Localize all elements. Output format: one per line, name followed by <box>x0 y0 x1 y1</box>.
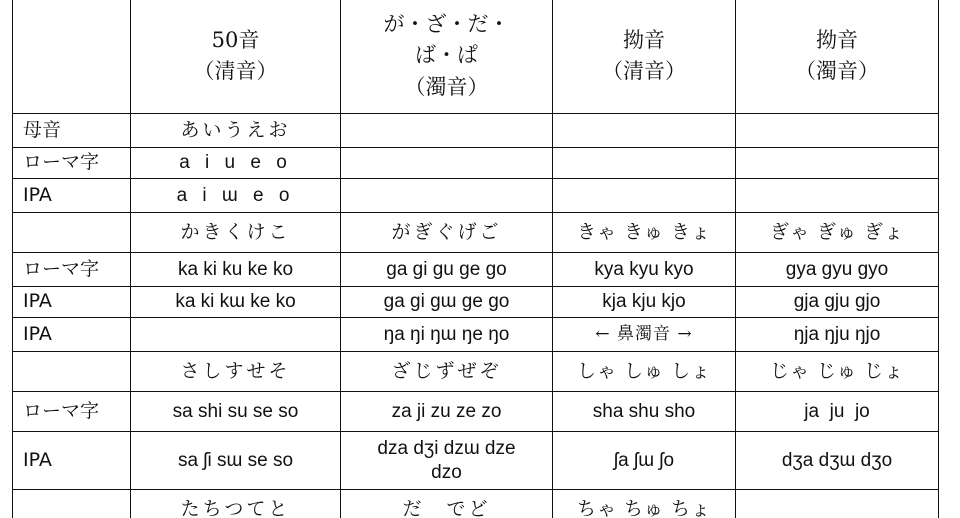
header-line: が・ざ・だ・ <box>341 9 552 41</box>
table-row <box>13 253 939 287</box>
table-row <box>13 490 939 518</box>
cell: かきくけこ <box>131 213 341 253</box>
cell <box>553 148 736 179</box>
cell <box>341 179 553 213</box>
cell: ʃa ʃɯ ʃo <box>553 432 736 490</box>
cell: ja ju jo <box>736 392 939 432</box>
cell: しゃ しゅ しょ <box>553 352 736 392</box>
cell <box>736 490 939 518</box>
cell: ざじずぜぞ <box>341 352 553 392</box>
cell: gya gyu gyo <box>736 253 939 287</box>
cell: sa ʃi sɯ se so <box>131 432 341 490</box>
table-row <box>13 392 939 432</box>
header-empty <box>13 0 131 114</box>
cell: きゃ きゅ きょ <box>553 213 736 253</box>
header-line: 拗音 <box>736 25 938 57</box>
table-row <box>13 114 939 148</box>
row-label <box>13 490 131 518</box>
header-line: ば・ぱ <box>341 40 552 72</box>
table-row <box>13 432 939 490</box>
cell <box>341 114 553 148</box>
cell: kya kyu kyo <box>553 253 736 287</box>
cell: ka ki ku ke ko <box>131 253 341 287</box>
row-label: 母音 <box>13 114 131 148</box>
table-row <box>13 287 939 318</box>
cell: dʒa dʒɯ dʒo <box>736 432 939 490</box>
cell: ŋja ŋju ŋjo <box>736 318 939 352</box>
row-label: IPA <box>13 287 131 318</box>
header-50on <box>131 0 341 114</box>
table-row <box>13 213 939 253</box>
header-row <box>13 0 939 114</box>
cell <box>736 148 939 179</box>
header-line: （清音） <box>131 56 340 88</box>
header-line: 50音 <box>131 25 340 57</box>
cell: ga gi gɯ ge go <box>341 287 553 318</box>
header-youon-seion <box>553 0 736 114</box>
header-youon-dakuon <box>736 0 939 114</box>
table-row <box>13 179 939 213</box>
cell <box>341 148 553 179</box>
cell: kja kju kjo <box>553 287 736 318</box>
cell: ŋa ŋi ŋɯ ŋe ŋo <box>341 318 553 352</box>
cell: ka ki kɯ ke ko <box>131 287 341 318</box>
header-line: （濁音） <box>341 72 552 104</box>
cell: ← 鼻濁音 → <box>553 318 736 352</box>
row-label <box>13 213 131 253</box>
cell: gja gju gjo <box>736 287 939 318</box>
row-label <box>13 352 131 392</box>
cell <box>736 179 939 213</box>
row-label: ローマ字 <box>13 148 131 179</box>
cell: za ji zu ze zo <box>341 392 553 432</box>
cell: ちゃ ちゅ ちょ <box>553 490 736 518</box>
cell: あいうえお <box>131 114 341 148</box>
cell: だ でど <box>341 490 553 518</box>
cell: sa shi su se so <box>131 392 341 432</box>
kana-romaji-table <box>12 0 939 518</box>
row-label: IPA <box>13 179 131 213</box>
row-label: ローマ字 <box>13 392 131 432</box>
cell: ga gi gu ge go <box>341 253 553 287</box>
table-row <box>13 148 939 179</box>
cell <box>553 179 736 213</box>
row-label: IPA <box>13 318 131 352</box>
header-line: （清音） <box>553 56 735 88</box>
row-label: IPA <box>13 432 131 490</box>
table-container <box>12 0 940 518</box>
cell: たちつてと <box>131 490 341 518</box>
cell: sha shu sho <box>553 392 736 432</box>
cell: がぎぐげご <box>341 213 553 253</box>
cell: ぎゃ ぎゅ ぎょ <box>736 213 939 253</box>
row-label: ローマ字 <box>13 253 131 287</box>
cell: dza dʒi dzɯ dze dzo <box>341 432 553 490</box>
cell: a i ɯ e o <box>131 179 341 213</box>
header-line: 拗音 <box>553 25 735 57</box>
cell: a i u e o <box>131 148 341 179</box>
table-row <box>13 352 939 392</box>
cell <box>131 318 341 352</box>
header-dakuon <box>341 0 553 114</box>
cell: じゃ じゅ じょ <box>736 352 939 392</box>
table-row <box>13 318 939 352</box>
header-line: （濁音） <box>736 56 938 88</box>
cell <box>553 114 736 148</box>
cell: さしすせそ <box>131 352 341 392</box>
cell <box>736 114 939 148</box>
